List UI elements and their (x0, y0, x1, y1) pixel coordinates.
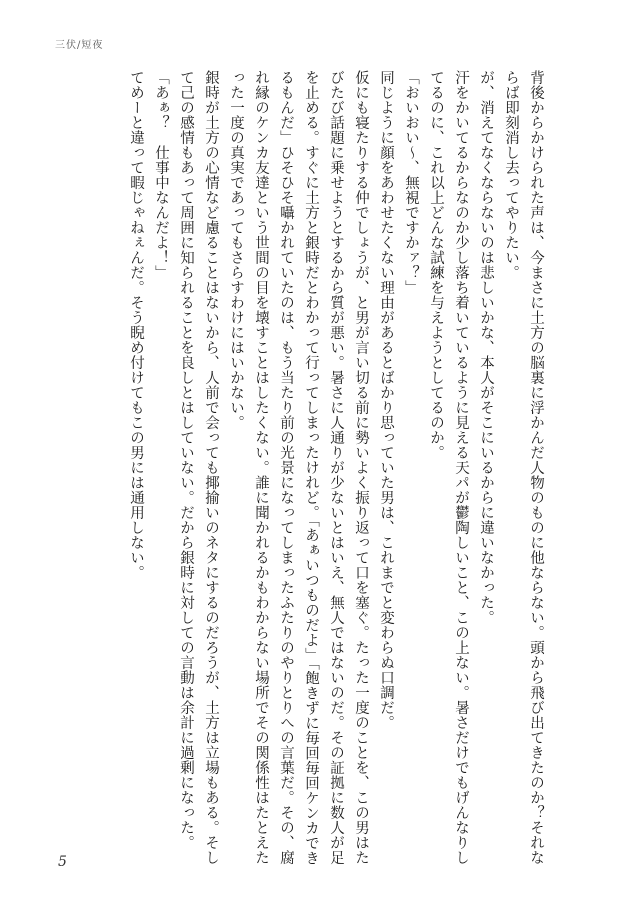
paragraph: 銀時が土方の心情など慮ることはないから、人前で会っても揶揄いのネタにするのだろうが、土方は立場もある。そして己の感情もあって周囲に知られることを良しとはしていない。だから銀時に対しての言動は余計に過剰になった。 (178, 70, 219, 865)
paragraph: 汗をかいてるからなのか少し落ち着いているように見える天パが鬱陶しいこと、この上ない。暑さだけでもげんなりしてるのに、これ以上どんな試練を与えようとしてるのか。 (428, 70, 469, 865)
dialogue-line: 「あぁ？ 仕事中なんだよ！」 (153, 70, 169, 280)
running-header: 三伏/短夜 (55, 40, 104, 51)
paragraph: が、消えてなくならないのは悲しいかな、本人がそこにいるからに違いなかった。 (478, 70, 494, 625)
paragraph: 背後からかけられた声は、今まさに土方の脳裏に浮かんだ人物のものに他ならない。頭から飛び出てきたのか？それならば即刻消し去ってやりたい。 (503, 70, 544, 865)
paragraph: 仮にも寝たりする仲でしょうが、と男が言い切る前に勢いよく振り返って口を塞ぐ。たった一度のことを、この男はたびたび話題に乗せようとするから質が悪い。暑さに人通りが少ないとはいえ、無人ではないのだ。その証拠に数人が足を止める。すぐに土方と銀時だとわかって行ってしまったけれど。「あぁいつものだよ」「飽きずに毎回毎回ケンカできるもんだ」ひそひそ囁かれていたのは、もう当たり前の光景になってしまったふたりのやりとりへの言葉だ。その、腐れ縁のケンカ友達という世間の目を壊すことはしたくない。誰に聞かれるかもわからない場所でその関係性はたとえたった一度の真実であってもさらすわけにはいかない。 (228, 70, 369, 866)
dialogue-line: 「おいおい～、無視ですかァ？」 (403, 70, 419, 295)
paragraph: 同じように顔をあわせたくない理由があるとばかり思っていた男は、これまでと変わらぬ口調だ。 (378, 70, 394, 730)
paragraph: てめーと違って暇じゃねぇんだ。そう睨め付けてもこの男には通用しない。 (128, 70, 144, 580)
page-number: 5 (58, 854, 67, 870)
vertical-text-body (123, 70, 548, 870)
